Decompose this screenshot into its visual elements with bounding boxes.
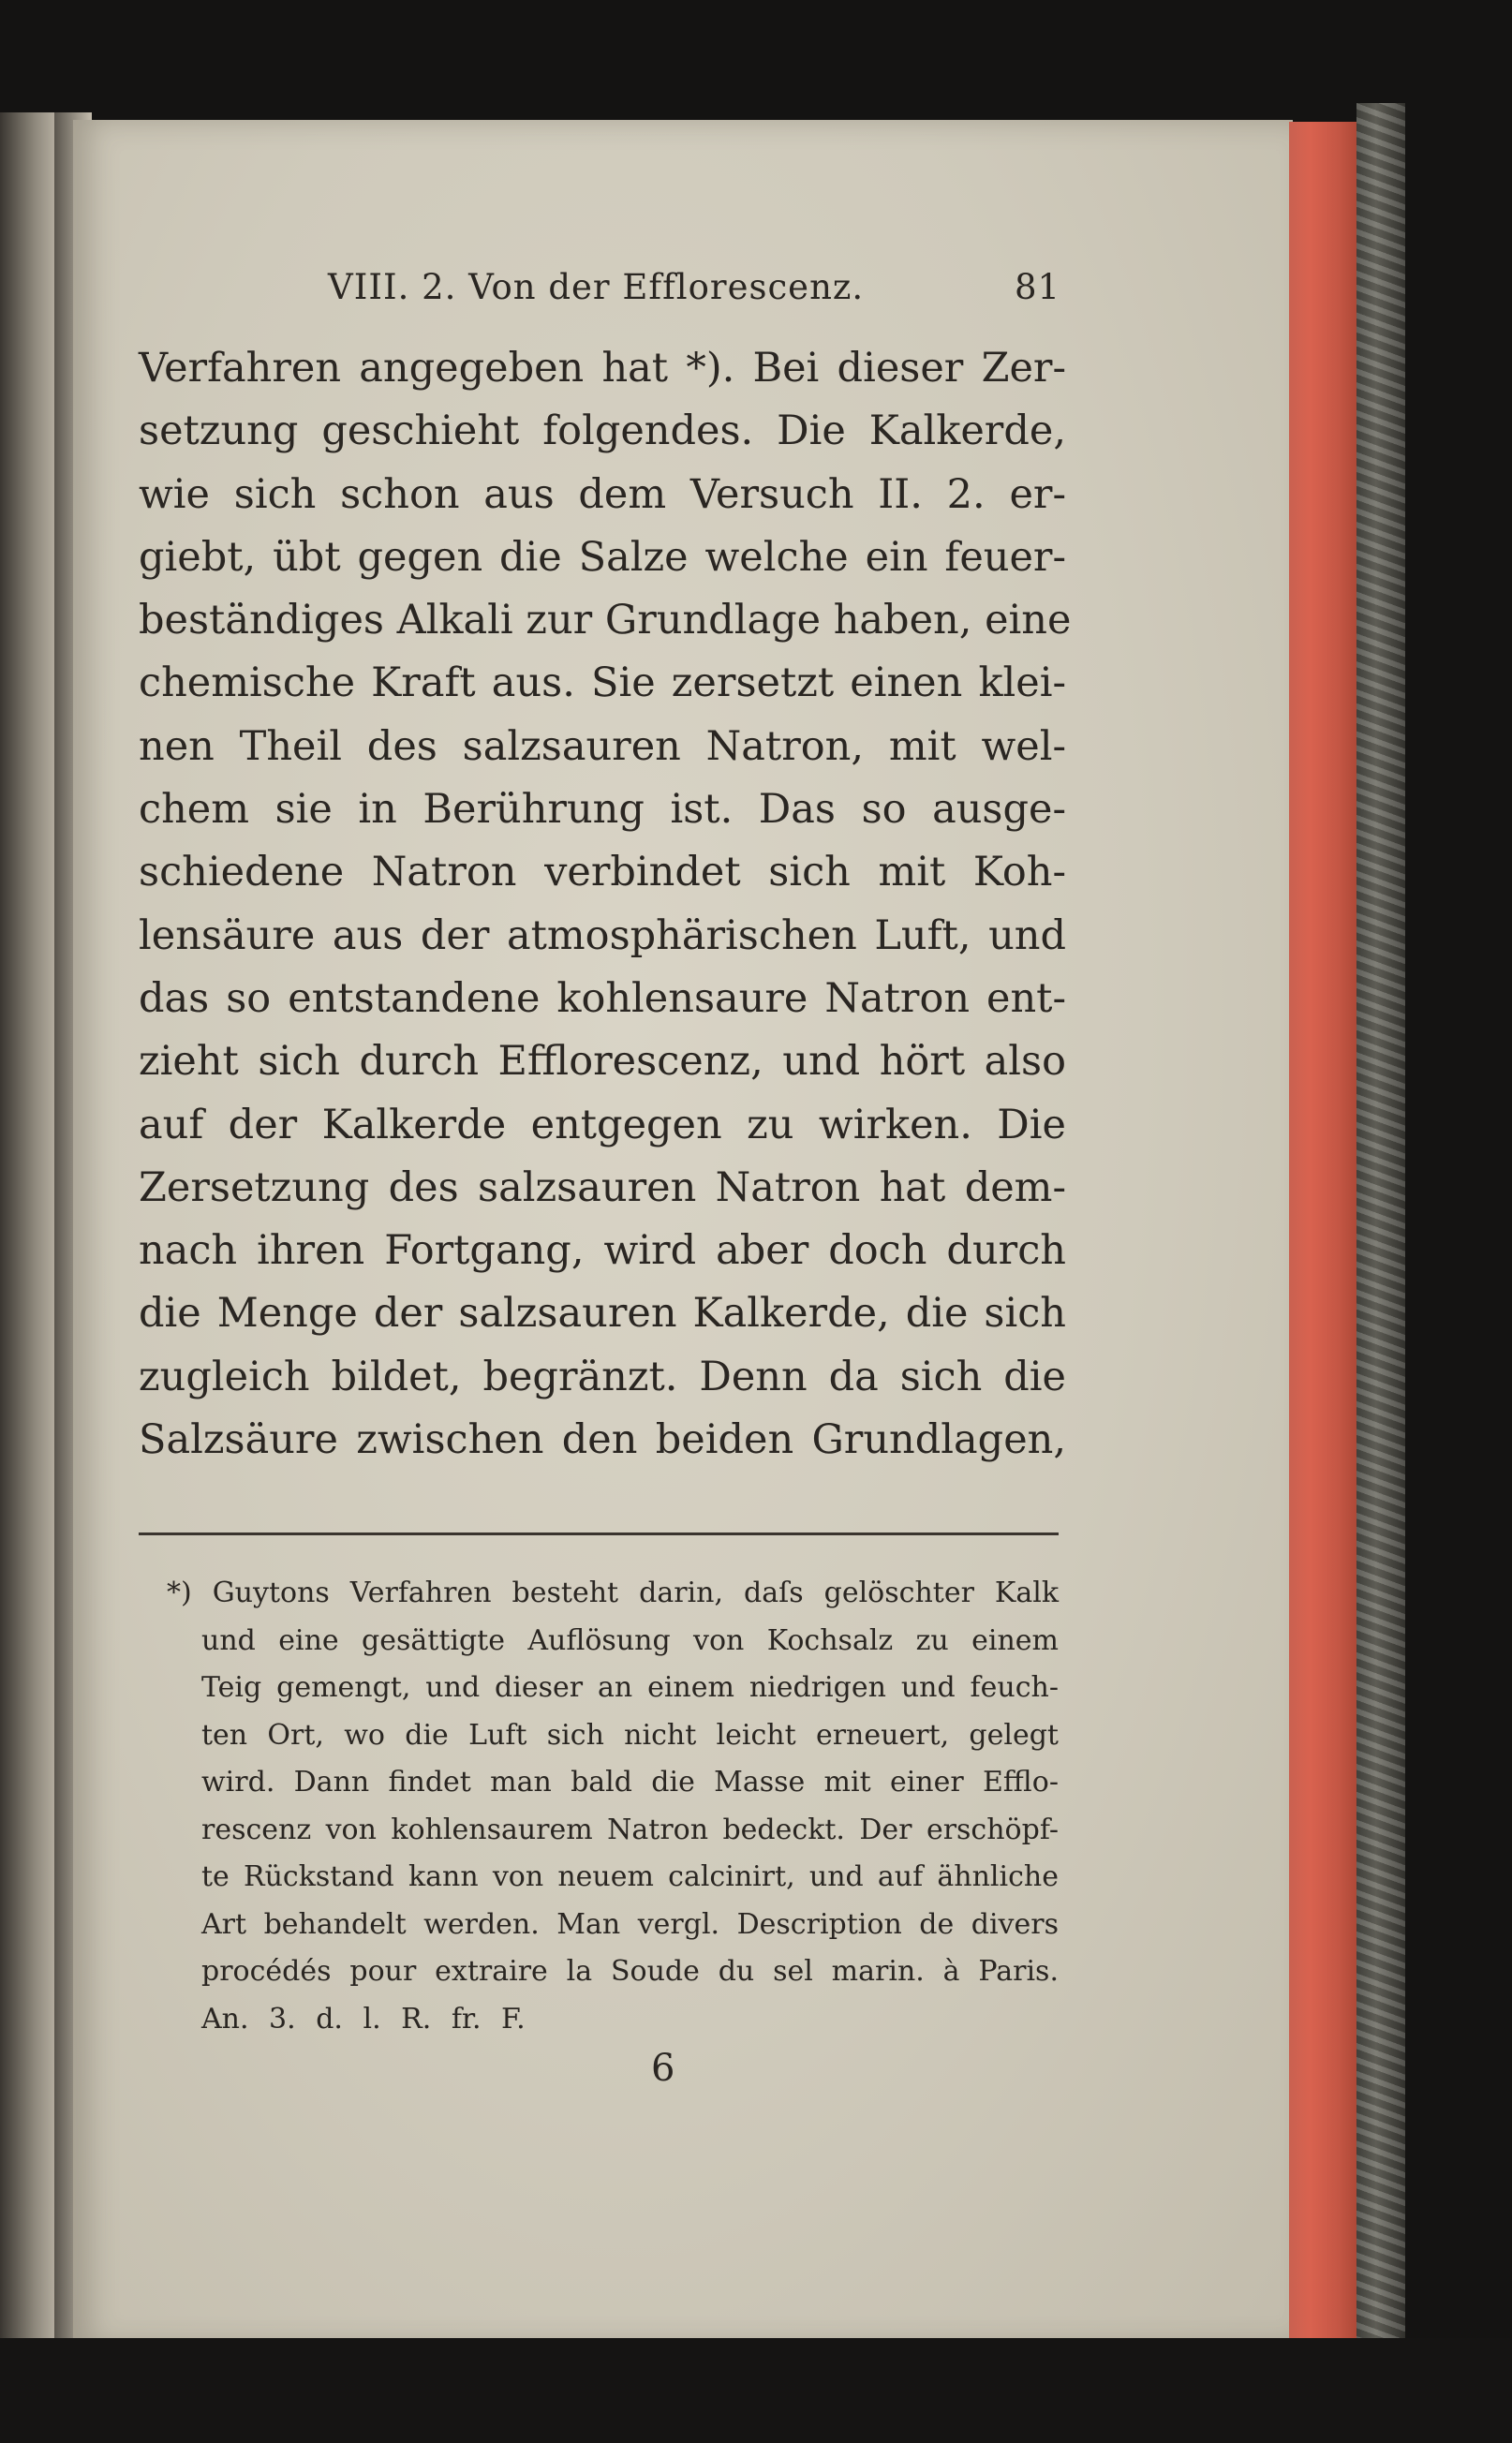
body-line: zugleich bildet, begränzt. Denn da sich die [139,1353,1066,1400]
left-page-edge [0,112,58,2361]
body-line: Verfahren angegeben hat *). Bei dieser Zer- [139,345,1066,392]
body-line: beständiges Alkali zur Grundlage haben, eine [139,597,1072,644]
marbled-cover [1356,103,1405,2370]
body-line: Zersetzung des salzsauren Natron hat dem- [139,1163,1066,1211]
running-title: VIII. 2. Von der Efflorescenz. [328,267,865,307]
footnote [167,1570,1059,2043]
footnote-line: Art behandelt werden. Man vergl. Description de divers [201,1907,1059,1941]
signature-mark: 6 [651,2047,675,2090]
body-line: das so entstandene kohlensaure Natron ent- [139,974,1066,1022]
body-line: setzung geschieht folgendes. Die Kalkerde, [139,407,1066,455]
body-text [139,337,1072,1472]
footnote-line: Teig gemengt, und dieser an einem niedrigen und feuch- [201,1671,1059,1704]
footnote-line: wird. Dann findet man bald die Masse mit einer Efflo- [201,1766,1059,1799]
page-number: 81 [1015,267,1061,307]
body-line: chemische Kraft aus. Sie zersetzt einen klei- [139,659,1066,707]
body-line: auf der Kalkerde entgegen zu wirken. Die [139,1101,1066,1148]
footnote-line: An. 3. d. l. R. fr. F. [201,2002,526,2036]
body-line: chem sie in Berührung ist. Das so ausge- [139,786,1066,834]
body-line: die Menge der salzsauren Kalkerde, die sich [139,1290,1066,1338]
body-line: wie sich schon aus dem Versuch II. 2. er- [139,470,1066,518]
body-line: nach ihren Fortgang, wird aber doch durch [139,1227,1066,1275]
footnote-line: te Rückstand kann von neuem calcinirt, und auf ähnliche [201,1860,1059,1893]
footnote-line: rescenz von kohlensaurem Natron bedeckt. Der erschöpf- [201,1813,1059,1846]
footnote-rule [139,1532,1059,1535]
body-line: schiedene Natron verbindet sich mit Koh- [139,849,1066,896]
footnote-line: und eine gesättigte Auflösung von Kochsalz zu einem [201,1623,1059,1657]
footnote-line: ten Ort, wo die Luft sich nicht leicht erneuert, gelegt [201,1718,1059,1752]
body-line: giebt, übt gegen die Salze welche ein feuer- [139,533,1066,581]
bottom-shadow [0,2338,1512,2443]
footnote-line: procédés pour extraire la Soude du sel marin. à Paris. [201,1955,1059,1988]
body-line: nen Theil des salzsauren Natron, mit wel- [139,722,1066,770]
red-fore-edge [1289,122,1360,2342]
body-line: Salzsäure zwischen den beiden Grundlagen, [139,1416,1066,1464]
body-line: zieht sich durch Efflorescenz, und hört also [139,1038,1066,1086]
footnote-line: *) Guytons Verfahren besteht darin, daſs gelöschter Kalk [167,1577,1059,1609]
body-line: lensäure aus der atmosphärischen Luft, und [139,911,1066,959]
